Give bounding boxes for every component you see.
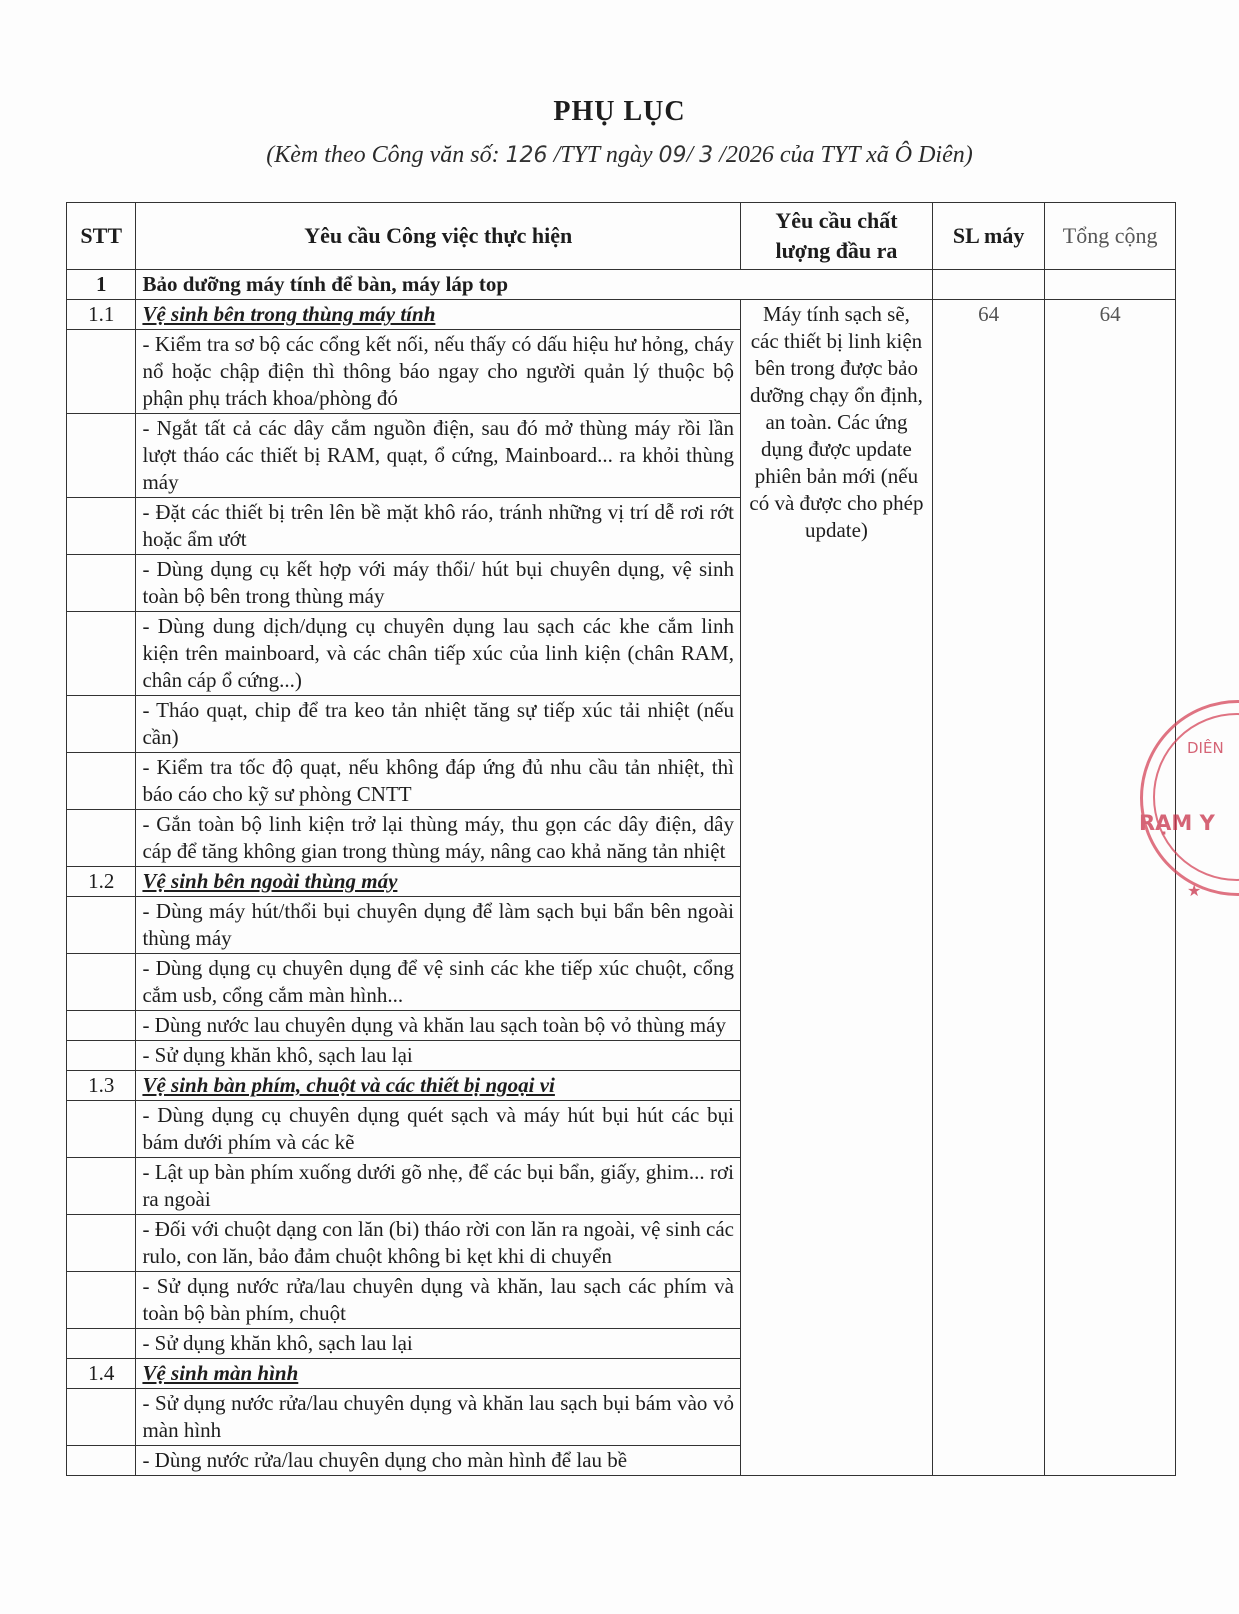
stamp-top-text: DIÊN xyxy=(1187,739,1224,757)
sl-machines-cell: 64 xyxy=(932,300,1044,1476)
subtitle-mid: /TYT ngày xyxy=(547,142,659,168)
task-item-text: - Dùng nước lau chuyên dụng và khăn lau sạch toàn bộ vỏ thùng máy xyxy=(136,1011,741,1041)
task-item-stt-cell xyxy=(67,1389,136,1446)
subsection-stt: 1.4 xyxy=(67,1359,136,1389)
task-item-text: - Sử dụng khăn khô, sạch lau lại xyxy=(136,1041,741,1071)
task-item-text: - Đối với chuột dạng con lăn (bi) tháo rời con lăn ra ngoài, vệ sinh các rulo, con lăn, bảo đảm chuột không bi kẹt khi di chuyển xyxy=(136,1215,741,1272)
task-item-text: - Dùng dụng cụ chuyên dụng quét sạch và máy hút bụi hút các bụi bám dưới phím và các kẽ xyxy=(136,1101,741,1158)
header-task: Yêu cầu Công việc thực hiện xyxy=(136,203,741,270)
task-item-text: - Tháo quạt, chip để tra keo tản nhiệt tăng sự tiếp xúc tải nhiệt (nếu cần) xyxy=(136,696,741,753)
doc-number-handwritten: 126 xyxy=(505,143,548,168)
task-item-text: - Dùng dung dịch/dụng cụ chuyên dụng lau sạch các khe cắm linh kiện trên mainboard, và các chân tiếp xúc của linh kiện (chân RAM, chân cáp ổ cứng...) xyxy=(136,612,741,696)
task-item-stt-cell xyxy=(67,1158,136,1215)
subsection-stt: 1.2 xyxy=(67,867,136,897)
task-item-stt-cell xyxy=(67,696,136,753)
task-item-text: - Ngắt tất cả các dây cắm nguồn điện, sau đó mở thùng máy rồi lần lượt tháo các thiết bị RAM, quạt, ổ cứng, Mainboard... ra khỏi thùng máy xyxy=(136,414,741,498)
task-item-text: - Kiểm tra tốc độ quạt, nếu không đáp ứng đủ nhu cầu tản nhiệt, thì báo cáo cho kỹ sư phòng CNTT xyxy=(136,753,741,810)
task-item-text: - Lật up bàn phím xuống dưới gõ nhẹ, để các bụi bẩn, giấy, ghim... rơi ra ngoài xyxy=(136,1158,741,1215)
section-stt: 1 xyxy=(67,270,136,300)
task-item-stt-cell xyxy=(67,1041,136,1071)
date-month-handwritten: 3 xyxy=(699,143,714,168)
task-item-stt-cell xyxy=(67,612,136,696)
task-item-text: - Sử dụng nước rửa/lau chuyên dụng và khăn, lau sạch các phím và toàn bộ bàn phím, chuột xyxy=(136,1272,741,1329)
task-item-text: - Dùng nước rửa/lau chuyên dụng cho màn hình để lau bề xyxy=(136,1446,741,1476)
task-item-text: - Dùng dụng cụ chuyên dụng để vệ sinh các khe tiếp xúc chuột, cổng cắm usb, cổng cắm màn hình... xyxy=(136,954,741,1011)
subtitle-prefix: (Kèm theo Công văn số: xyxy=(266,142,506,168)
task-item-stt-cell xyxy=(67,753,136,810)
header-sl: SL máy xyxy=(932,203,1044,270)
task-item-text: - Dùng dụng cụ kết hợp với máy thổi/ hút bụi chuyên dụng, vệ sinh toàn bộ bên trong thùng máy xyxy=(136,555,741,612)
header-quality: Yêu cầu chất lượng đầu ra xyxy=(740,203,932,270)
subsection-row xyxy=(67,300,1176,330)
task-item-stt-cell xyxy=(67,1101,136,1158)
task-item-stt-cell xyxy=(67,954,136,1011)
task-item-stt-cell xyxy=(67,1446,136,1476)
date-day-handwritten: 09 xyxy=(658,143,687,168)
task-item-stt-cell xyxy=(67,1329,136,1359)
task-item-stt-cell xyxy=(67,1011,136,1041)
stamp-star-icon: ★ xyxy=(1187,881,1202,900)
table-body xyxy=(67,270,1176,1476)
header-total: Tổng cộng xyxy=(1045,203,1176,270)
task-item-text: - Gắn toàn bộ linh kiện trở lại thùng máy, thu gọn các dây điện, dây cáp để tăng không gian trong thùng máy, nâng cao khả năng tản nhiệt xyxy=(136,810,741,867)
header-stt: STT xyxy=(67,203,136,270)
total-cell: 64 xyxy=(1045,300,1176,1476)
task-item-stt-cell xyxy=(67,555,136,612)
subsection-title: Vệ sinh bên ngoài thùng máy xyxy=(136,867,741,897)
task-item-stt-cell xyxy=(67,810,136,867)
quality-output-cell: Máy tính sạch sẽ, các thiết bị linh kiện bên trong được bảo dưỡng chạy ổn định, an toàn. Các ứng dụng được update phiên bản mới (nếu có và được cho phép update) xyxy=(740,300,932,1476)
appendix-table xyxy=(66,202,1176,1476)
task-item-text: - Dùng máy hút/thổi bụi chuyên dụng để làm sạch bụi bẩn bên ngoài thùng máy xyxy=(136,897,741,954)
subsection-stt: 1.1 xyxy=(67,300,136,330)
subsection-title: Vệ sinh bên trong thùng máy tính xyxy=(136,300,741,330)
section-title: Bảo dưỡng máy tính để bàn, máy láp top xyxy=(136,270,933,300)
stamp-middle-text: RẠM Y xyxy=(1139,811,1215,835)
task-item-text: - Sử dụng khăn khô, sạch lau lại xyxy=(136,1329,741,1359)
subtitle-suffix: /2026 của TYT xã Ô Diên) xyxy=(713,142,973,168)
date-separator: / xyxy=(686,142,700,168)
task-item-stt-cell xyxy=(67,897,136,954)
document-title: PHỤ LỤC xyxy=(553,96,686,127)
subsection-stt: 1.3 xyxy=(67,1071,136,1101)
section-row xyxy=(67,270,1176,300)
subsection-title: Vệ sinh bàn phím, chuột và các thiết bị ngoại vi xyxy=(136,1071,741,1101)
table-header-row xyxy=(67,203,1176,270)
task-item-text: - Kiểm tra sơ bộ các cổng kết nối, nếu thấy có dấu hiệu hư hỏng, cháy nổ hoặc chập điện thì thông báo ngay cho người quản lý thuộc bộ phận phụ trách khoa/phòng đó xyxy=(136,330,741,414)
task-item-stt-cell xyxy=(67,1272,136,1329)
task-item-stt-cell xyxy=(67,330,136,414)
task-item-text: - Đặt các thiết bị trên lên bề mặt khô ráo, tránh những vị trí dễ rơi rớt hoặc ẩm ướt xyxy=(136,498,741,555)
task-item-stt-cell xyxy=(67,414,136,498)
document-subtitle xyxy=(0,142,1239,169)
section-total-cell xyxy=(1045,270,1176,300)
task-item-stt-cell xyxy=(67,498,136,555)
subsection-title: Vệ sinh màn hình xyxy=(136,1359,741,1389)
task-item-stt-cell xyxy=(67,1215,136,1272)
task-item-text: - Sử dụng nước rửa/lau chuyên dụng và khăn lau sạch bụi bám vào vỏ màn hình xyxy=(136,1389,741,1446)
section-sl-cell xyxy=(932,270,1044,300)
